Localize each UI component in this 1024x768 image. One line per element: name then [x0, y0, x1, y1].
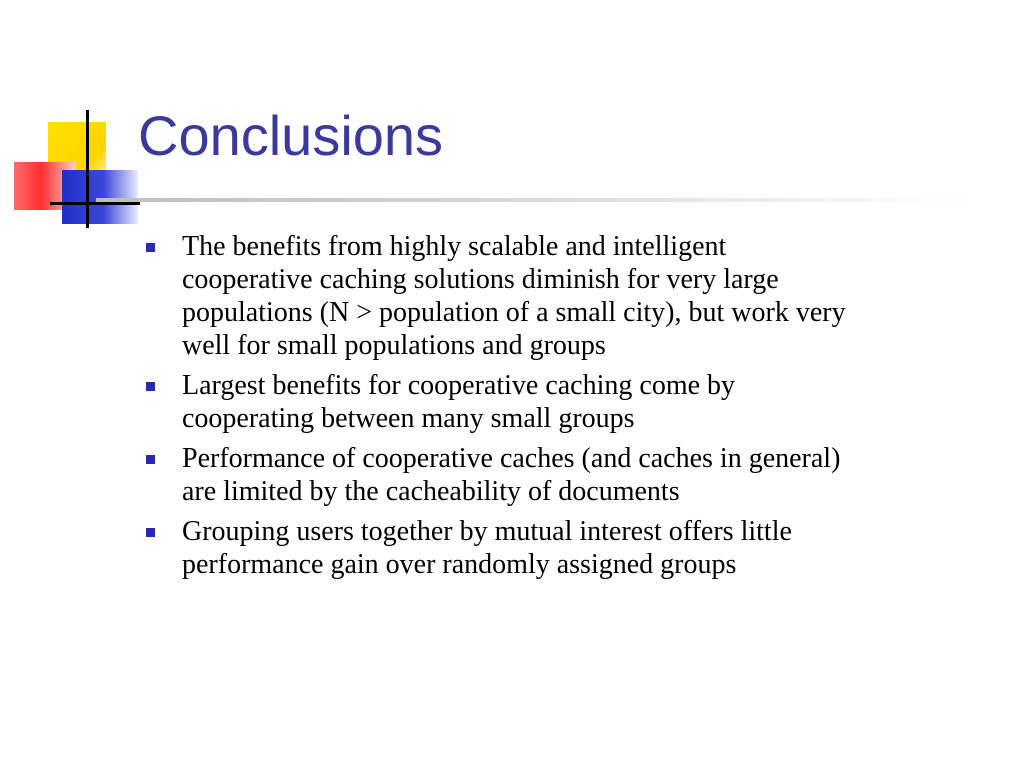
bullet-item — [140, 515, 1010, 581]
bullet-line: Largest benefits for cooperative caching come by — [182, 370, 736, 401]
bullet-item — [140, 369, 1010, 435]
horizontal-line-shape — [50, 202, 140, 205]
decorative-squares-logo — [0, 0, 140, 240]
square-bullet-icon — [146, 528, 155, 537]
bullet-line: Performance of cooperative caches (and caches in general) — [182, 443, 841, 474]
blue-square-shape — [62, 170, 138, 224]
bullet-item — [140, 230, 1010, 362]
square-bullet-icon — [146, 243, 155, 252]
bullet-line: cooperating between many small groups — [182, 403, 635, 434]
bullet-list — [140, 230, 1010, 588]
bullet-line: Grouping users together by mutual interest offers little — [182, 516, 792, 547]
bullet-item — [140, 442, 1010, 508]
bullet-line: The benefits from highly scalable and intelligent — [182, 231, 727, 262]
bullet-line: cooperative caching solutions diminish for very large — [182, 264, 779, 295]
bullet-line: are limited by the cacheability of documents — [182, 476, 680, 507]
square-bullet-icon — [146, 382, 155, 391]
slide-title: Conclusions — [138, 104, 444, 167]
bullet-line: populations (N > population of a small city), but work very — [182, 297, 846, 328]
bullet-line: well for small populations and groups — [182, 330, 606, 361]
square-bullet-icon — [146, 455, 155, 464]
title-divider — [96, 198, 976, 202]
vertical-line-shape — [86, 110, 89, 228]
bullet-line: performance gain over randomly assigned groups — [182, 549, 737, 580]
